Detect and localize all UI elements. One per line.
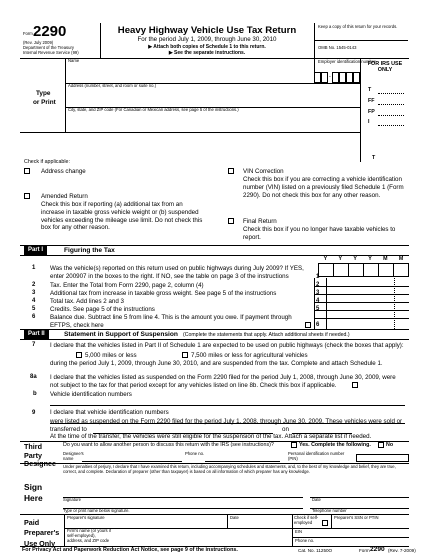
line-7-continued: during the period July 1, 2009, through June 30, 2010, and are suspended from the tax. Complete and attach Schedule 1.: [50, 360, 383, 367]
line-number: 6: [32, 314, 36, 320]
part-2-title-note: (Complete the statements that apply. Attach additional sheets if needed.): [183, 332, 350, 338]
sign-date-field[interactable]: [310, 484, 409, 497]
designee-phone-label: Phone no.: [185, 451, 205, 456]
line-9-text: I declare that vehicle identification numbers: [50, 409, 169, 416]
city-state-zip-label: City, state, and ZIP code (For Canadian or Mexican address, see page 5 of the instructions.): [68, 107, 239, 112]
ein-digit-box[interactable]: [314, 72, 321, 83]
self-employed-checkbox[interactable]: [322, 520, 328, 526]
part-1-title: Figuring the Tax: [64, 247, 115, 254]
address-change-label: Address change: [41, 168, 86, 175]
line-1-text: Was the vehicle(s) reported on this return used on public highways during July 2009? If YES, enter 200907 in the boxes to the right. If NO, see the table on page 3 of the instructions: [50, 265, 304, 280]
line-number: 1: [316, 274, 320, 280]
printed-name-label: Type or print name below signature.: [63, 508, 130, 513]
7500-miles-checkbox[interactable]: [182, 352, 188, 358]
ein-digit-box[interactable]: [321, 72, 328, 83]
amended-return-text: Check this box if reporting (a) additional tax from an increase in taxable gross vehicle weight or (b) suspended vehicles exceeding the mileage use limit. Do not check this box for any other reason.: [41, 201, 203, 232]
designee-yes-checkbox[interactable]: [291, 442, 297, 448]
see-instructions: ▶ See the separate instructions.: [168, 50, 246, 56]
name-field[interactable]: [68, 64, 314, 82]
telephone-label: Telephone number: [312, 508, 347, 513]
firm-name-field[interactable]: [112, 529, 292, 546]
firm-phone-label: Phone no.: [295, 538, 315, 543]
firm-name-label: Firm's name (or yours if self-employed), address, and ZIP code: [67, 528, 111, 543]
address-label: Address (number, street, and room or suite no.): [68, 83, 156, 88]
irs-code-ff: FF: [368, 98, 375, 104]
designee-name-label: Designee's name: [63, 451, 84, 461]
line-5-amount[interactable]: [327, 303, 409, 310]
designee-no-checkbox[interactable]: [378, 442, 384, 448]
transferee-field[interactable]: [93, 426, 273, 433]
preparer-ssn-label: Preparer's SSN or PTIN: [334, 515, 379, 520]
department: Department of the Treasury: [23, 45, 74, 50]
attach-instruction: ▶ Attach both copies of Schedule 1 to this return.: [148, 44, 266, 50]
line-8a-text: I declare that the vehicles listed as suspended on the Form 2290 filed for the period July 1, 2008, through June 30, 2009, were not subject to the tax for that period except for any vehicles listed on line 8b. Check this box if applicable.: [50, 374, 396, 389]
form-title: Heavy Highway Vehicle Use Tax Return: [117, 25, 297, 36]
self-employed-label: Check if self-employed: [294, 515, 319, 525]
name-label: Name: [68, 58, 80, 63]
footer-revision: (Rev. 7-2009): [388, 548, 416, 553]
form-number: 2290: [33, 23, 67, 40]
signature-field[interactable]: [63, 484, 303, 497]
part-1-label: Part I: [24, 246, 47, 255]
line-number: 8a: [30, 374, 37, 380]
preparer-signature-field[interactable]: [108, 515, 226, 528]
signature-label: Signature: [63, 497, 81, 502]
ein-digit-box[interactable]: [346, 72, 353, 83]
line-number: 2: [316, 282, 320, 288]
designee-yes-label: Yes. Complete the following.: [299, 442, 371, 448]
line-3-amount[interactable]: [327, 287, 409, 294]
line-8a-checkbox[interactable]: [352, 382, 358, 388]
irs-use-only-label: FOR IRS USE ONLY: [367, 61, 403, 73]
vin-correction-checkbox[interactable]: [228, 168, 234, 174]
line-number: 4: [32, 298, 36, 304]
form-label: Form: [23, 31, 33, 36]
line-2-amount[interactable]: [327, 279, 409, 286]
firm-ein-label: EIN: [295, 529, 302, 534]
ein-digit-box[interactable]: [332, 72, 339, 83]
preparer-signature-label: Preparer's signature: [67, 515, 105, 520]
ein-digit-box[interactable]: [353, 72, 360, 83]
line-5-text: Credits. See page 5 of the instructions: [50, 306, 155, 313]
privacy-notice: For Privacy Act and Paperwork Reduction Act Notice, see page 9 of the instructions.: [22, 547, 238, 553]
5000-miles-checkbox[interactable]: [76, 352, 82, 358]
line-number: 7: [32, 342, 36, 348]
line-8b-vin-field[interactable]: [50, 398, 405, 405]
line-9-continued: were listed as suspended on the Form 2290 filed for the period July 1, 2008, through June 30, 2009. These vehicles were sold or: [50, 418, 403, 425]
or-print-label: or Print: [33, 99, 56, 106]
line-8b-text: Vehicle identification numbers: [50, 391, 132, 398]
ein-digit-box[interactable]: [339, 72, 346, 83]
eftps-checkbox[interactable]: [305, 322, 311, 328]
address-change-checkbox[interactable]: [24, 168, 30, 174]
amended-return-checkbox[interactable]: [24, 193, 30, 199]
vin-correction-text: Check this box if you are correcting a vehicle identification number (VIN) listed on a previously filed Schedule 1 (Form 2290). Do not check this box for any other reason.: [243, 176, 404, 199]
final-return-checkbox[interactable]: [228, 218, 234, 224]
designee-name-field[interactable]: [82, 452, 182, 461]
irs-code-t: T: [368, 87, 372, 93]
preparer-date-label: Date: [230, 515, 239, 520]
designee-pin-label: Personal identification number (PIN): [288, 451, 345, 461]
line-9-on: on: [282, 426, 289, 433]
line-number: 5: [32, 306, 36, 312]
line-7-text: I declare that the vehicles listed in Part II of Schedule 1 are expected to be used on public highways (check the boxes that apply):: [50, 342, 404, 349]
7500-miles-label: 7,500 miles or less for agricultural vehicles: [191, 352, 308, 359]
line-3-text: Additional tax from increase in taxable gross weight. See page 5 of the instructions: [50, 290, 277, 297]
line-6-amount[interactable]: [327, 319, 409, 329]
paid-preparer-title: Paid Preparer's Use Only: [24, 518, 60, 548]
line-4-amount[interactable]: [327, 295, 409, 302]
ein-dash: -: [329, 74, 331, 80]
irs-code-fp: FP: [368, 109, 375, 115]
line-number: 1: [32, 265, 36, 271]
5000-miles-label: 5,000 miles or less: [85, 352, 137, 359]
irs-label: Internal Revenue Service (99): [23, 50, 79, 55]
keep-copy-note: Keep a copy of this return for your records.: [318, 24, 398, 29]
line-number: 5: [316, 306, 320, 312]
check-if-applicable-heading: Check if applicable:: [24, 159, 70, 165]
third-party-designee-title: Third Party Designee: [24, 442, 56, 469]
line-number: 2: [32, 282, 36, 288]
line-number: 3: [316, 290, 320, 296]
transfer-date-field[interactable]: [292, 426, 352, 433]
sign-here-title: Sign Here: [24, 482, 43, 503]
final-return-text: Check this box if you no longer have taxable vehicles to report.: [243, 226, 396, 241]
line-number: 4: [316, 298, 320, 304]
omb-number: OMB No. 1545-0143: [318, 45, 357, 50]
line-2-text: Tax. Enter the Total from Form 2290, page 2, column (4): [50, 282, 204, 289]
designee-pin-field[interactable]: [356, 454, 409, 462]
line-4-text: Total tax. Add lines 2 and 3: [50, 298, 124, 305]
part-2-label: Part II: [24, 330, 49, 339]
designee-no-label: No: [386, 442, 394, 448]
tax-period: For the period July 1, 2009, through June 30, 2010: [137, 36, 277, 43]
final-return-title: Final Return: [243, 218, 277, 225]
catalog-number: Cat. No. 11250O: [298, 548, 333, 553]
perjury-statement: Under penalties of perjury, I declare that I have examined this return, including accompanying schedules and statements, and, to the best of my knowledge and belief, they are true, correct, and complete. Declaration of preparer (other than taxpayer) is based on all information of which preparer has any knowledge.: [63, 464, 396, 474]
line-6-text: Balance due. Subtract line 5 from line 4. This is the amount you owe. If payment through EFTPS, check here: [50, 314, 292, 329]
line-9-transferred-to: transferred to: [50, 426, 87, 433]
line-number: 3: [32, 290, 36, 296]
vin-correction-title: VIN Correction: [243, 168, 284, 175]
ym-header: Y Y Y Y M M: [323, 256, 404, 262]
line-number: 6: [316, 322, 320, 328]
address-field[interactable]: [68, 90, 358, 107]
city-state-zip-field[interactable]: [68, 114, 358, 131]
footer-form-number: 2290: [370, 546, 385, 553]
type-label: Type: [36, 90, 51, 97]
designee-question: Do you want to allow another person to discuss this return with the IRS (see instructions)?: [63, 442, 274, 448]
irs-code-t2: T: [372, 155, 376, 161]
ein-label: Employer identification number: [318, 59, 376, 64]
line-number: 9: [32, 410, 36, 416]
line-9-eligibility: At the time of the transfer, the vehicles were still eligible for the suspension of the tax. Attach a separate list if needed.: [50, 433, 372, 440]
footer-form-label: Form: [359, 548, 370, 553]
line-number: b: [33, 391, 37, 397]
part-2-title: Statement in Support of Suspension: [64, 331, 178, 338]
designee-phone-field[interactable]: [205, 452, 280, 461]
irs-code-i: I: [368, 119, 370, 125]
amended-return-title: Amended Return: [41, 193, 88, 200]
sign-date-label: Date: [312, 497, 321, 502]
revision-date: (Rev. July 2009): [23, 40, 54, 45]
